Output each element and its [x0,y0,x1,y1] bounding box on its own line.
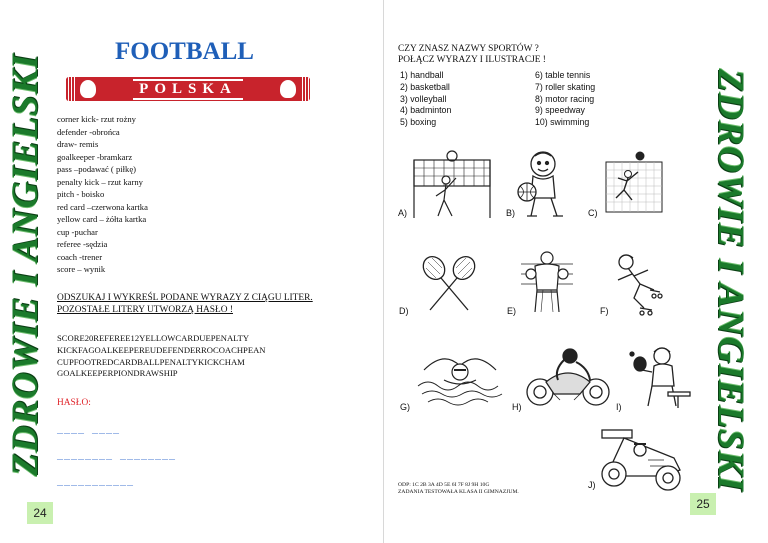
sport-item: 1) handball [400,70,444,80]
vocab-item: corner kick- rzut rożny [57,114,136,124]
illustration-label-j: J) [588,480,596,490]
sport-item: 9) speedway [535,105,585,116]
poland-scarf-image [66,77,310,101]
password-blank-3: ___________ [57,478,135,489]
scarf-fringe-left [66,77,76,101]
speedway-illustration [524,346,612,408]
basketball-illustration [513,148,575,220]
vocab-item: goalkeeper -bramkarz [57,151,133,162]
swimming-illustration [414,348,506,408]
illustration-label-e: E) [507,306,516,316]
password-blank-2: ________ ________ [57,452,177,463]
vocab-item: referee -sędzia [57,239,108,249]
page-number-right: 25 [690,493,716,515]
eagle-emblem-icon [80,80,96,98]
eagle-emblem-icon [280,80,296,98]
sport-item: 10) swimming [535,117,590,128]
page-number-left: 24 [27,502,53,524]
word-search-instructions: ODSZUKAJ I WYKREŚL PODANE WYRAZY Z CIĄGU LITER. POZOSTAŁE LITERY UTWORZĄ HASŁO ! [57,293,313,315]
volleyball-illustration [408,148,496,220]
right-vertical-title: ZDROWIE I ANGIELSKI [710,68,751,492]
illustration-label-g: G) [400,402,410,412]
motor-racing-illustration [594,424,692,494]
table-tennis-illustration [628,344,692,410]
illustration-label-c: C) [588,208,598,218]
answer-key-line: ODP: 1C 2B 3A 4D 5E 6I 7F 8J 9H 10G [398,482,490,488]
vocab-item: defender -obrońca [57,126,120,137]
sport-item: 5) boxing [400,117,437,128]
vocab-item: penalty kick – rzut karny [57,176,143,187]
letter-line: CUPFOOTREDCARDBALLPENALTYKICKCHAM [57,356,245,367]
sport-item: 4) badminton [400,105,452,116]
handball-illustration [602,148,664,218]
illustration-label-b: B) [506,208,515,218]
sports-list-col-1 [400,70,451,129]
left-vertical-title: ZDROWIE I ANGIELSKI [5,53,46,477]
quiz-heading-line-1: CZY ZNASZ NAZWY SPORTÓW ? [398,44,539,54]
illustration-label-d: D) [399,306,409,316]
vocab-item: cup -puchar [57,226,98,237]
vocab-item: red card –czerwona kartka [57,201,148,212]
vocab-item: coach -trener [57,251,103,262]
sport-item: 2) basketball [400,81,450,92]
letter-line: GOALKEEPERPIONDRAWSHIP [57,368,178,379]
illustration-label-h: H) [512,402,522,412]
roller-skating-illustration [610,250,666,316]
answer-key [398,482,519,496]
boxing-illustration [519,250,575,316]
vocab-item: pass –podawać ( piłkę) [57,164,136,174]
quiz-heading [398,44,546,66]
vocab-item: score – wynik [57,264,106,274]
letter-line: KICKFAGOALKEEPEREUDEFENDERROCOACHPEAN [57,344,266,355]
sport-item: 3) volleyball [400,93,447,104]
sport-item: 8) motor racing [535,93,595,104]
quiz-heading-line-2: POŁĄCZ WYRAZY I ILUSTRACJE ! [398,55,546,65]
page-title: FOOTBALL [115,38,254,65]
password-blank-1: ____ ____ [57,426,121,437]
scarf-fringe-right [300,77,310,101]
letter-string [57,333,265,380]
illustration-label-i: I) [616,402,622,412]
password-label: HASŁO: [57,398,91,408]
answer-key-credit: ZADANIA TESTOWAŁA KLASA II GIMNAZJUM. [398,489,519,495]
sport-item: 7) roller skating [535,81,596,92]
illustration-label-a: A) [398,208,407,218]
badminton-illustration [414,254,484,314]
sports-list-col-2 [535,70,595,129]
sport-item: 6) table tennis [535,70,591,80]
illustration-label-f: F) [600,306,609,316]
scarf-text: POLSKA [133,79,243,100]
vocab-item: pitch - boisko [57,189,105,199]
letter-line: SCORE20REFEREE12YELLOWCARDUEPENALTY [57,333,250,343]
vocab-item: draw- remis [57,139,99,149]
vocab-item: yellow card – żółta kartka [57,214,147,224]
vocabulary-list [57,113,148,276]
